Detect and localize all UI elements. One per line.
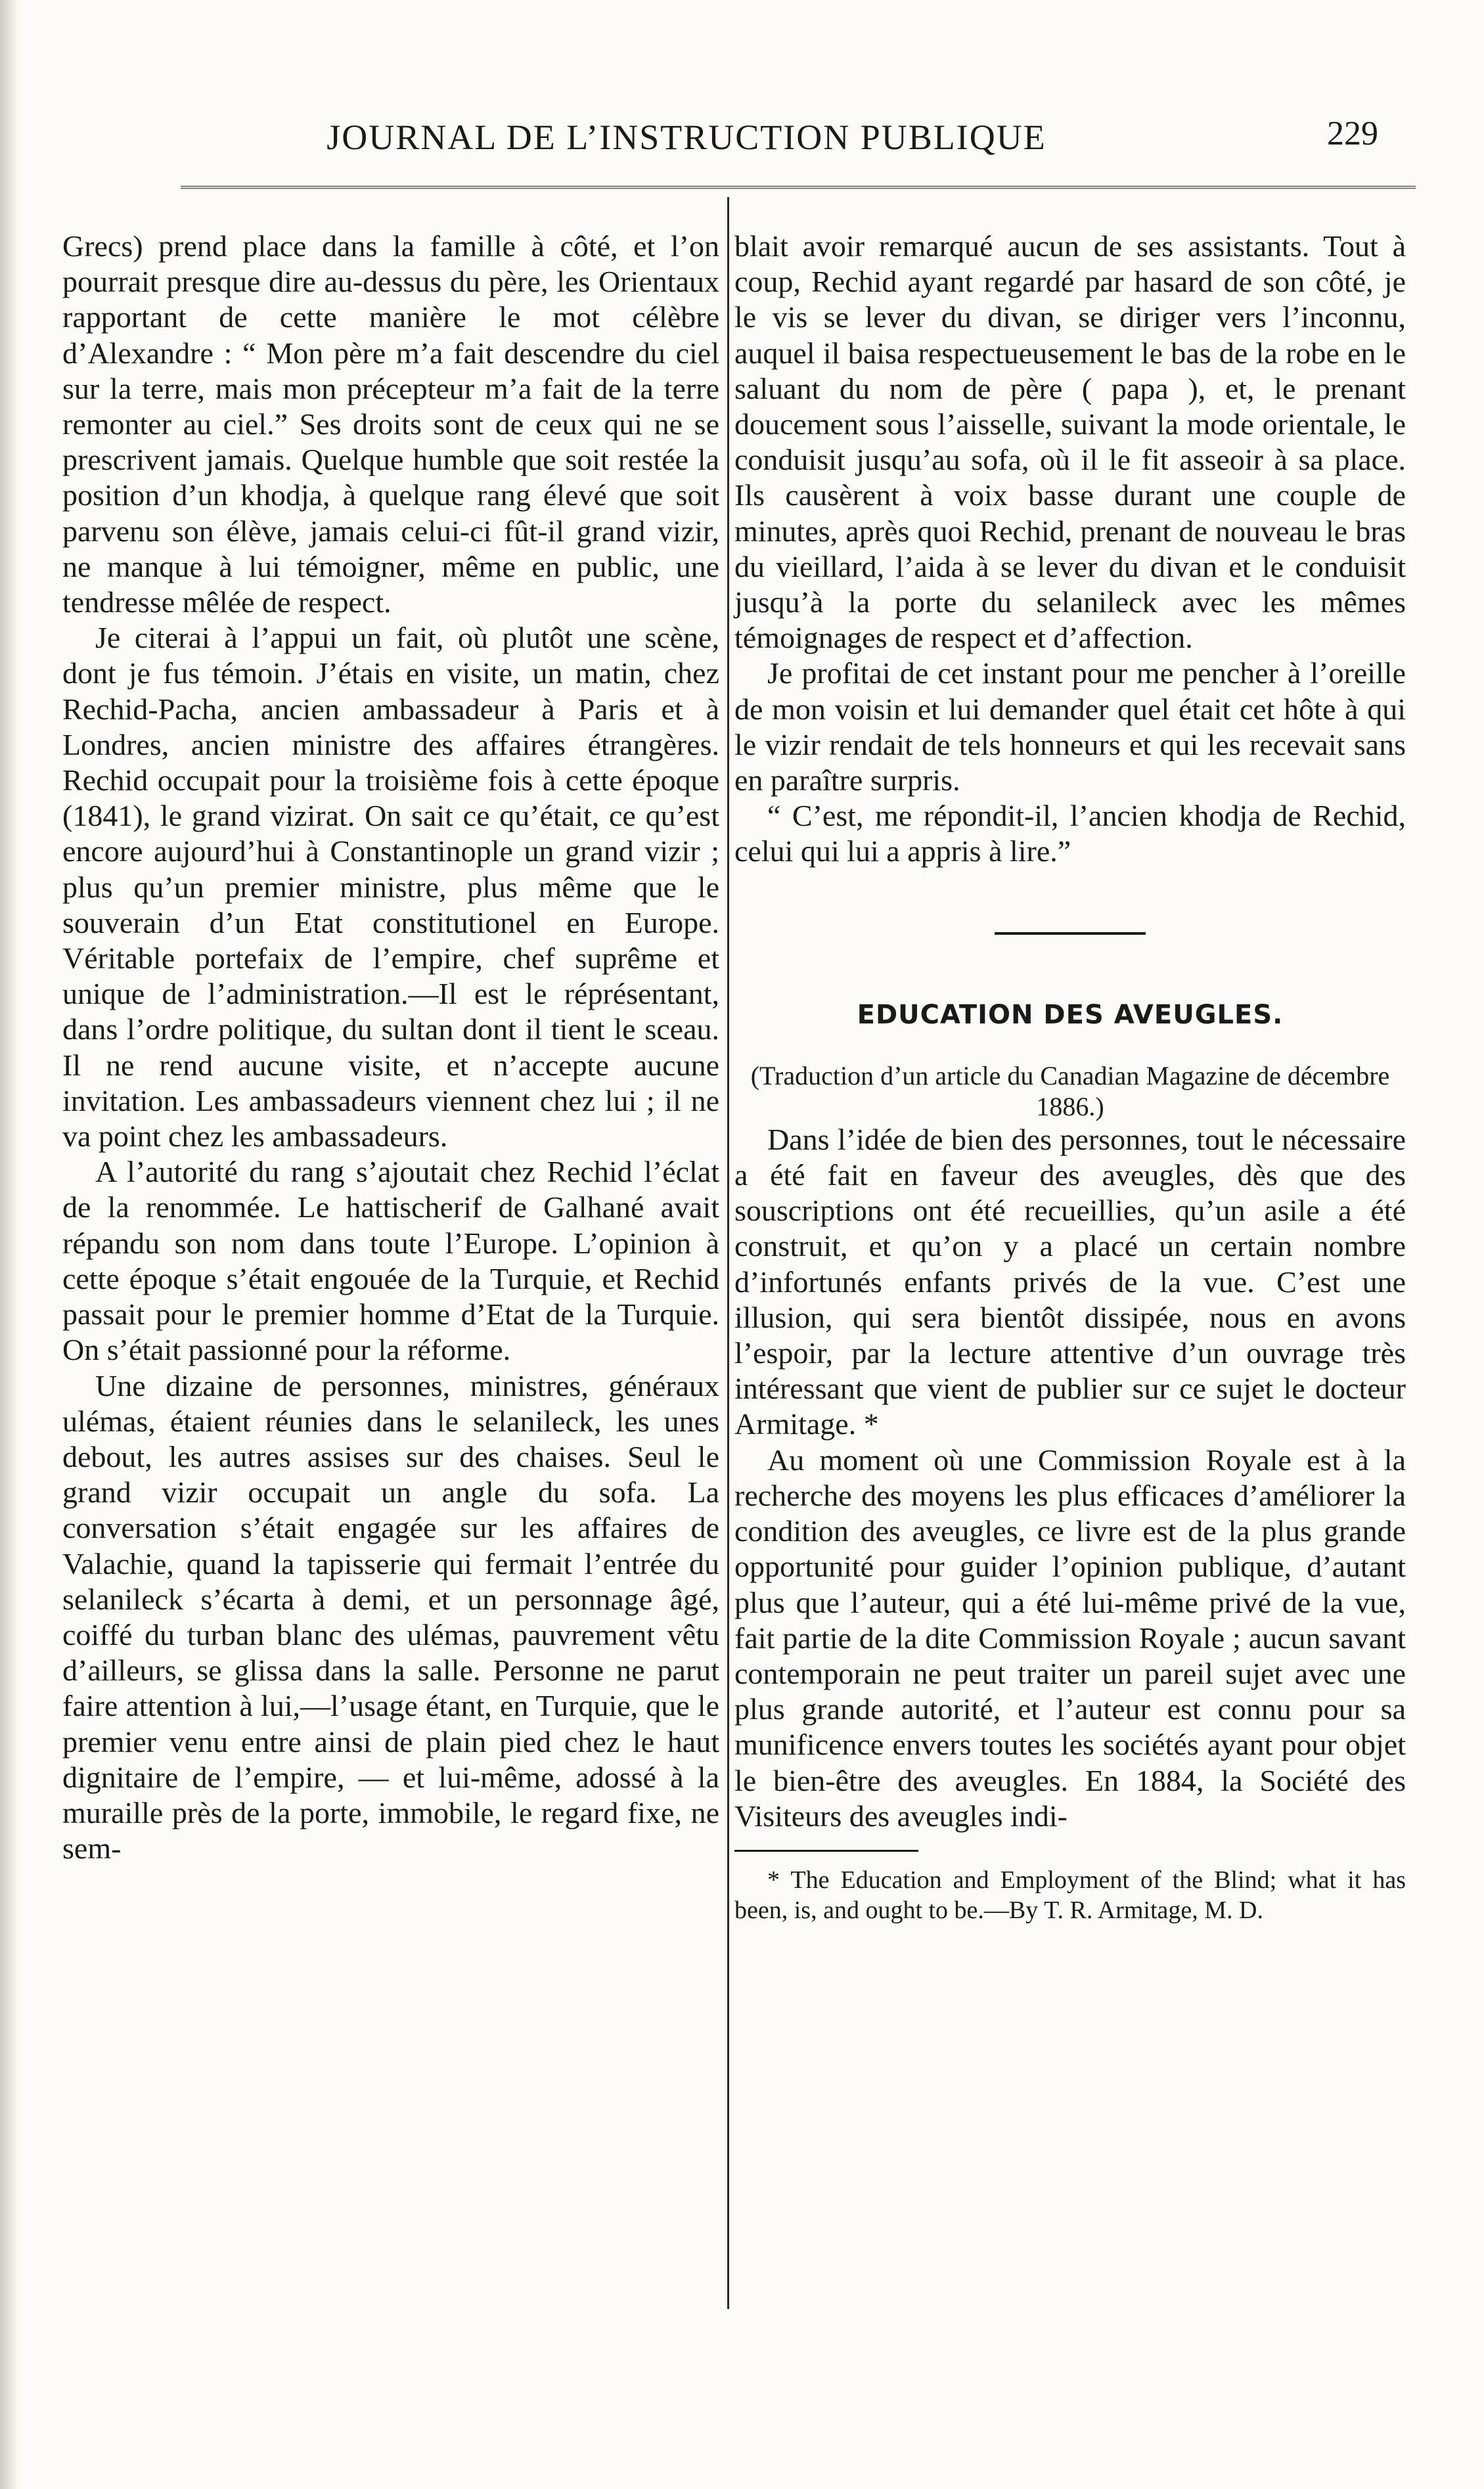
header-rule bbox=[181, 186, 1416, 189]
column-divider bbox=[727, 197, 729, 2309]
left-paragraph-3: A l’autorité du rang s’ajoutait chez Rechid l’éclat de la renommée. Le hattischerif de Galhané avait répandu son nom dans toute l’Europe. L’opinion à cette époque s’était engouée de la Turquie, et Rechid passait pour le premier homme d’Etat de la Turquie. On s’était passionné pour la réforme. bbox=[62, 1155, 719, 1367]
section-paragraph-1: Dans l’idée de bien des personnes, tout le nécessaire a été fait en faveur des aveugles, dès que des souscriptions ont été recueillies, qu’un asile a été construit, et qu’on y a placé un certain nombre d’infortunés enfants privés de la vue. C’est une illusion, qui sera bientôt dissipée, nous en avons l’espoir, par la lecture attentive d’un ouvrage très intéressant que vient de publier sur ce sujet le docteur Armitage. * bbox=[734, 1122, 1406, 1441]
scan-edge-shadow bbox=[0, 0, 18, 2489]
running-title: JOURNAL DE L’INSTRUCTION PUBLIQUE bbox=[326, 118, 1046, 157]
section-paragraph-2: Au moment où une Commission Royale est à la recherche des moyens les plus efficaces d’améliorer la condition des aveugles, ce livre est de la plus grande opportunité pour guider l’opinion publique, d’autant plus que l’auteur, qui a été lui-même privé de la vue, fait partie de la dite Commission Royale ; aucun savant contemporain ne peut traiter un pareil sujet avec une plus grande autorité, et l’auteur est connu pour sa munificence envers toutes les sociétés ayant pour objet le bien-être des aveugles. En 1884, la Société des Visiteurs des aveugles indi- bbox=[734, 1443, 1406, 1833]
section-heading: EDUCATION DES AVEUGLES. bbox=[857, 999, 1284, 1030]
footnote-rule bbox=[734, 1850, 918, 1852]
left-column bbox=[62, 229, 719, 1866]
right-paragraph-1: blait avoir remarqué aucun de ses assistants. Tout à coup, Rechid ayant regardé par hasard de son côté, je le vis se lever du divan, se diriger vers l’inconnu, auquel il baisa respectueusement le bas de la robe en le saluant du nom de père ( papa ), et, le prenant doucement sous l’aisselle, suivant la mode orientale, le conduisit jusqu’au sofa, où il le fit asseoir à sa place. Ils causèrent à voix basse durant une couple de minutes, après quoi Rechid, prenant de nouveau le bras du vieillard, l’aida à se lever du divan et le conduisit jusqu’à la porte du selanileck avec les mêmes témoignages de respect et d’affection. bbox=[734, 229, 1406, 655]
left-paragraph-2: Je citerai à l’appui un fait, où plutôt une scène, dont je fus témoin. J’étais en visite, un matin, chez Rechid-Pacha, ancien ambassadeur à Paris et à Londres, ancien ministre des affaires étrangères. Rechid occupait pour la troisième fois à cette époque (1841), le grand vizirat. On sait ce qu’était, ce qu’est encore aujourd’hui à Constantinople un grand vizir ; plus qu’un premier ministre, plus même que le souverain d’un Etat constitutionel en Europe. Véritable portefaix de l’empire, chef suprême et unique de l’administration.—Il est le réprésentant, dans l’ordre politique, du sultan dont il tient le sceau. Il ne rend aucune visite, et n’accepte aucune invitation. Les ambassadeurs viennent chez lui ; il ne va point chez les ambassadeurs. bbox=[62, 621, 719, 1154]
section-separator bbox=[995, 932, 1146, 935]
right-column bbox=[734, 229, 1406, 1925]
translation-note: (Traduction d’un article du Canadian Magazine de décembre 1886.) bbox=[750, 1060, 1390, 1121]
right-paragraph-2: Je profitai de cet instant pour me pencher à l’oreille de mon voisin et lui demander quel était cet hôte à qui le vizir rendait de tels honneurs et qui les recevait sans en paraître surpris. bbox=[734, 656, 1406, 797]
page-number: 229 bbox=[1327, 115, 1378, 152]
left-paragraph-4: Une dizaine de personnes, ministres, généraux ulémas, étaient réunies dans le selanileck, les unes debout, les autres assises sur des chaises. Seul le grand vizir occupait un angle du sofa. La conversation s’était engagée sur les affaires de Valachie, quand la tapisserie qui fermait l’entrée du selanileck s’écarta à demi, et un personnage âgé, coiffé du turban blanc des ulémas, pauvrement vêtu d’ailleurs, se glissa dans la salle. Personne ne parut faire attention à lui,—l’usage étant, en Turquie, que le premier venu entre ainsi de plain pied chez le haut dignitaire de l’empire, — et lui-même, adossé à la muraille près de la porte, immobile, le regard fixe, ne sem- bbox=[62, 1368, 719, 1866]
footnote: * The Education and Employment of the Blind; what it has been, is, and ought to be.—By T. R. Armitage, M. D. bbox=[734, 1866, 1406, 1924]
left-paragraph-1: Grecs) prend place dans la famille à côté, et l’on pourrait presque dire au-dessus du père, les Orientaux rapportant de cette manière le mot célèbre d’Alexandre : “ Mon père m’a fait descendre du ciel sur la terre, mais mon précepteur m’a fait de la terre remonter au ciel.” Ses droits sont de ceux qui ne se prescrivent jamais. Quelque humble que soit restée la position d’un khodja, à quelque rang élevé que soit parvenu son élève, jamais celui-ci fût-il grand vizir, ne manque à lui témoigner, même en public, une tendresse mêlée de respect. bbox=[62, 229, 719, 619]
right-paragraph-3: “ C’est, me répondit-il, l’ancien khodja de Rechid, celui qui lui a appris à lire.” bbox=[734, 799, 1406, 868]
